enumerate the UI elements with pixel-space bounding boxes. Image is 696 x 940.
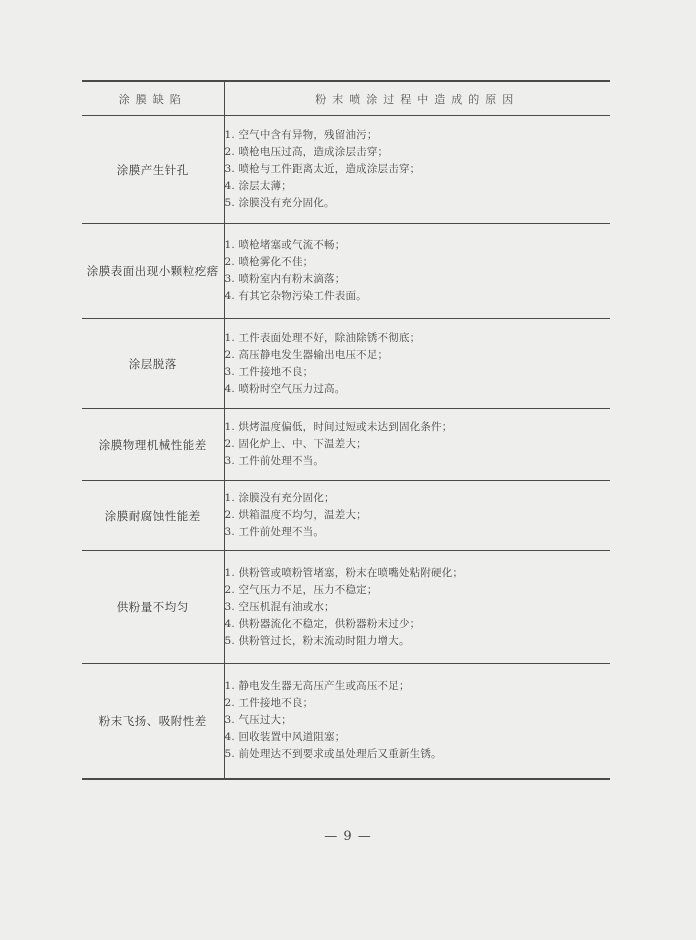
cause-list [225, 127, 611, 212]
defects-table [82, 80, 610, 780]
table-row [82, 116, 610, 224]
table-row [82, 224, 610, 319]
causes-cell [224, 551, 610, 664]
cause-item: 4. 供粉器流化不稳定，供粉器粉末过少； [224, 617, 421, 630]
cause-item: 5. 供粉管过长，粉末流动时阻力增大。 [224, 634, 410, 647]
defect-name: 涂层脱落 [82, 319, 224, 409]
causes-cell [224, 224, 610, 319]
cause-item: 2. 空气压力不足，压力不稳定； [224, 583, 378, 596]
cause-item: 1. 供粉管或喷粉管堵塞，粉末在喷嘴处粘附硬化； [224, 566, 464, 579]
defect-name: 涂膜物理机械性能差 [82, 409, 224, 481]
cause-item: 2. 固化炉上、中、下温差大； [224, 438, 367, 450]
table-header-row [82, 81, 610, 116]
cause-list [225, 237, 611, 305]
header-defect: 涂膜缺陷 [82, 81, 224, 116]
cause-item: 2. 喷枪雾化不佳； [224, 256, 314, 268]
cause-item: 3. 喷枪与工件距离太近，造成涂层击穿； [224, 163, 421, 175]
cause-list [225, 330, 611, 398]
cause-item: 1. 涂膜没有充分固化； [224, 492, 335, 504]
cause-item: 4. 有其它杂物污染工件表面。 [224, 290, 367, 302]
cause-item: 3. 工件前处理不当。 [224, 526, 325, 538]
cause-item: 1. 工件表面处理不好，除油除锈不彻底； [224, 331, 421, 344]
defect-name: 涂膜产生针孔 [82, 116, 224, 224]
cause-list [225, 678, 611, 763]
cause-item: 2. 喷枪电压过高，造成涂层击穿； [224, 146, 389, 158]
table-row [82, 409, 610, 481]
cause-item: 3. 喷粉室内有粉末滴落； [224, 273, 346, 285]
causes-cell [224, 481, 610, 551]
cause-list [225, 565, 611, 650]
defect-name: 供粉量不均匀 [82, 551, 224, 664]
causes-cell [224, 116, 610, 224]
cause-list [225, 490, 611, 541]
cause-item: 1. 空气中含有异物，残留油污； [224, 129, 378, 141]
cause-item: 5. 前处理达不到要求或虽处理后又重新生锈。 [224, 748, 442, 761]
cause-item: 2. 高压静电发生器输出电压不足； [224, 348, 389, 361]
cause-item: 1. 静电发生器无高压产生或高压不足； [224, 680, 410, 693]
causes-cell [224, 409, 610, 481]
cause-item: 4. 回收装置中风道阻塞； [224, 731, 346, 744]
cause-item: 4. 喷粉时空气压力过高。 [224, 382, 346, 395]
defect-name: 涂膜表面出现小颗粒疙瘩 [82, 224, 224, 319]
cause-item: 3. 气压过大； [224, 714, 292, 727]
cause-item: 3. 工件前处理不当。 [224, 455, 325, 467]
cause-item: 2. 工件接地不良； [224, 697, 314, 710]
page-number: — 9 — [324, 829, 372, 844]
cause-item: 1. 烘烤温度偏低，时间过短或未达到固化条件； [224, 421, 453, 433]
table-row [82, 664, 610, 779]
table-row [82, 319, 610, 409]
causes-cell [224, 319, 610, 409]
cause-list [225, 419, 611, 470]
cause-item: 4. 涂层太薄； [224, 180, 292, 192]
header-cause: 粉末喷涂过程中造成的原因 [224, 81, 610, 116]
cause-item: 1. 喷枪堵塞或气流不畅； [224, 239, 346, 251]
cause-item: 3. 工件接地不良； [224, 365, 314, 378]
cause-item: 2. 烘箱温度不均匀，温差大； [224, 509, 367, 521]
cause-item: 3. 空压机混有油或水； [224, 600, 335, 613]
table-row [82, 481, 610, 551]
cause-item: 5. 涂膜没有充分固化。 [224, 197, 335, 209]
causes-cell [224, 664, 610, 779]
table-row [82, 551, 610, 664]
defect-name: 涂膜耐腐蚀性能差 [82, 481, 224, 551]
defect-name: 粉末飞扬、吸附性差 [82, 664, 224, 779]
